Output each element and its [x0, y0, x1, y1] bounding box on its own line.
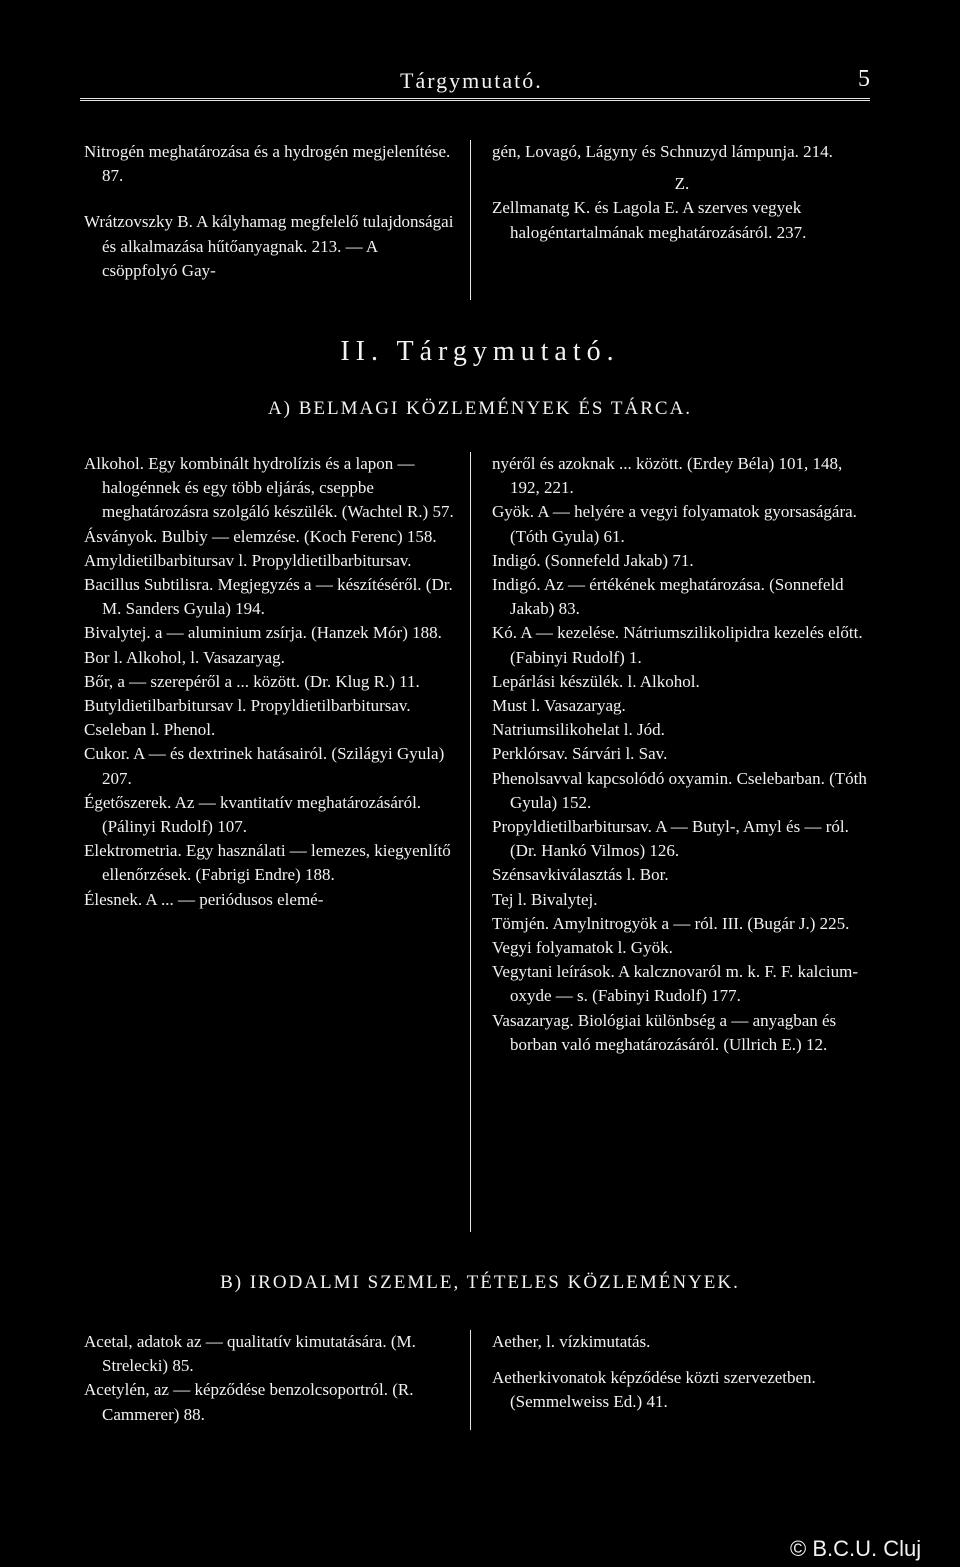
- index-entry: Bivalytej. a — aluminium zsírja. (Hanzek Mór) 188.: [84, 623, 442, 643]
- index-entry: Aetherkivonatok képződése közti szervezetben. (Semmelweiss Ed.) 41.: [492, 1368, 816, 1412]
- index-entry: Must l. Vasazaryag.: [492, 696, 626, 716]
- running-head: [0, 62, 960, 102]
- index-entry: Tömjén. Amylnitrogyök a — ról. III. (Bugár J.) 225.: [492, 913, 850, 933]
- index-entry: Indigó. (Sonnefeld Jakab) 71.: [492, 550, 694, 570]
- column-divider: [470, 1330, 471, 1430]
- index-entry: Nitrogén meghatározása és a hydrogén megjelenítése. 87.: [84, 142, 451, 186]
- subsection-title-b: B) IRODALMI SZEMLE, TÉTELES KÖZLEMÉNYEK.: [220, 1272, 740, 1293]
- index-entry: gén, Lovagó, Lágyny és Schnuzyd lámpunja. 214.: [492, 142, 833, 161]
- header-rule: [80, 98, 870, 101]
- index-entry: Vegyi folyamatok l. Gyök.: [492, 938, 673, 958]
- index-entry: Butyldietilbarbitursav l. Propyldietilbarbitursav.: [84, 696, 411, 716]
- column-divider: [470, 140, 471, 300]
- index-entry: Cseleban l. Phenol.: [84, 720, 216, 740]
- running-title: Tárgymutató.: [400, 68, 543, 93]
- index-entry: Vasazaryag. Biológiai különbség a — anyagban és borban való meghatározásáról. (Ullrich E.) 12.: [492, 1010, 837, 1054]
- index-entry: Perklórsav. Sárvári l. Sav.: [492, 744, 668, 764]
- index-entry: Indigó. Az — értékének meghatározása. (Sonnefeld Jakab) 83.: [492, 575, 844, 619]
- index-entry: Lepárlási készülék. l. Alkohol.: [492, 671, 700, 691]
- section-title: II. Tárgymutató.: [340, 336, 620, 367]
- index-entry: Gyök. A — helyére a vegyi folyamatok gyorsaságára. (Tóth Gyula) 61.: [492, 502, 857, 546]
- index-entry: Ásványok. Bulbiy — elemzése. (Koch Ferenc) 158.: [84, 526, 437, 546]
- index-entry: Acetylén, az — képződése benzolcsoportról. (R. Cammerer) 88.: [84, 1380, 414, 1424]
- top-right-column: [492, 140, 872, 245]
- index-entry: Wrátzovszky B. A kályhamag megfelelő tulajdonságai és alkalmazása hűtőanyagnak. 213. — A csöppfolyó Gay-: [84, 212, 454, 280]
- section-a-right-column: [492, 452, 876, 1057]
- section-b-left-column: [84, 1330, 456, 1427]
- index-entry: Kó. A — kezelése. Nátriumszilikolipidra kezelés előtt. (Fabinyi Rudolf) 1.: [492, 623, 863, 667]
- section-a-left-column: [84, 452, 456, 912]
- index-entry: Natriumsilikohelat l. Jód.: [492, 720, 665, 740]
- index-entry: Bőr, a — szerepéről a ... között. (Dr. Klug R.) 11.: [84, 671, 420, 691]
- index-entry: Bacillus Subtilisra. Megjegyzés a — készítéséről. (Dr. M. Sanders Gyula) 194.: [84, 575, 453, 619]
- section-b-right-column: [492, 1330, 876, 1415]
- column-divider: [470, 452, 471, 1232]
- index-entry: Vegytani leírások. A kalcznovaról m. k. F. F. kalcium-oxyde — s. (Fabinyi Rudolf) 177.: [492, 962, 859, 1006]
- index-entry: Elektrometria. Egy használati — lemezes, kiegyenlítő ellenőrzések. (Fabrigi Endre) 188.: [84, 841, 451, 885]
- index-entry: Propyldietilbarbitursav. A — Butyl-, Amyl és — ról. (Dr. Hankó Vilmos) 126.: [492, 817, 849, 861]
- index-entry: Tej l. Bivalytej.: [492, 889, 598, 909]
- index-entry: nyéről és azoknak ... között. (Erdey Béla) 101, 148, 192, 221.: [492, 454, 843, 498]
- watermark: © B.C.U. Cluj: [790, 1536, 922, 1561]
- page-number: 5: [858, 66, 870, 92]
- index-entry: Phenolsavval kapcsolódó oxyamin. Cselebarban. (Tóth Gyula) 152.: [492, 768, 867, 812]
- index-entry: Aether, l. vízkimutatás.: [492, 1332, 651, 1351]
- top-left-column: [84, 140, 456, 283]
- index-entry: Élesnek. A ... — periódusos elemé-: [84, 889, 324, 909]
- index-entry: Cukor. A — és dextrinek hatásairól. (Szilágyi Gyula) 207.: [84, 744, 445, 788]
- index-entry: Égetőszerek. Az — kvantitatív meghatározásáról. (Pálinyi Rudolf) 107.: [84, 792, 422, 837]
- index-entry: Alkohol. Egy kombinált hydrolízis és a lapon — halogénnek és egy több eljárás, cseppbe meghatározásra szolgáló készülék. (Wachtel R.) 57.: [84, 454, 454, 522]
- index-entry: Szénsavkiválasztás l. Bor.: [492, 865, 669, 885]
- index-entry: Bor l. Alkohol, l. Vasazaryag.: [84, 647, 285, 667]
- index-entry: Amyldietilbarbitursav l. Propyldietilbarbitursav.: [84, 550, 412, 570]
- subsection-title-a: A) BELMAGI KÖZLEMÉNYEK ÉS TÁRCA.: [267, 398, 693, 419]
- letter-heading: Z.: [674, 174, 690, 194]
- index-entry: Acetal, adatok az — qualitatív kimutatására. (M. Strelecki) 85.: [84, 1332, 416, 1376]
- index-entry: Zellmanatg K. és Lagola E. A szerves vegyek halogéntartalmának meghatározásáról. 237.: [492, 198, 807, 242]
